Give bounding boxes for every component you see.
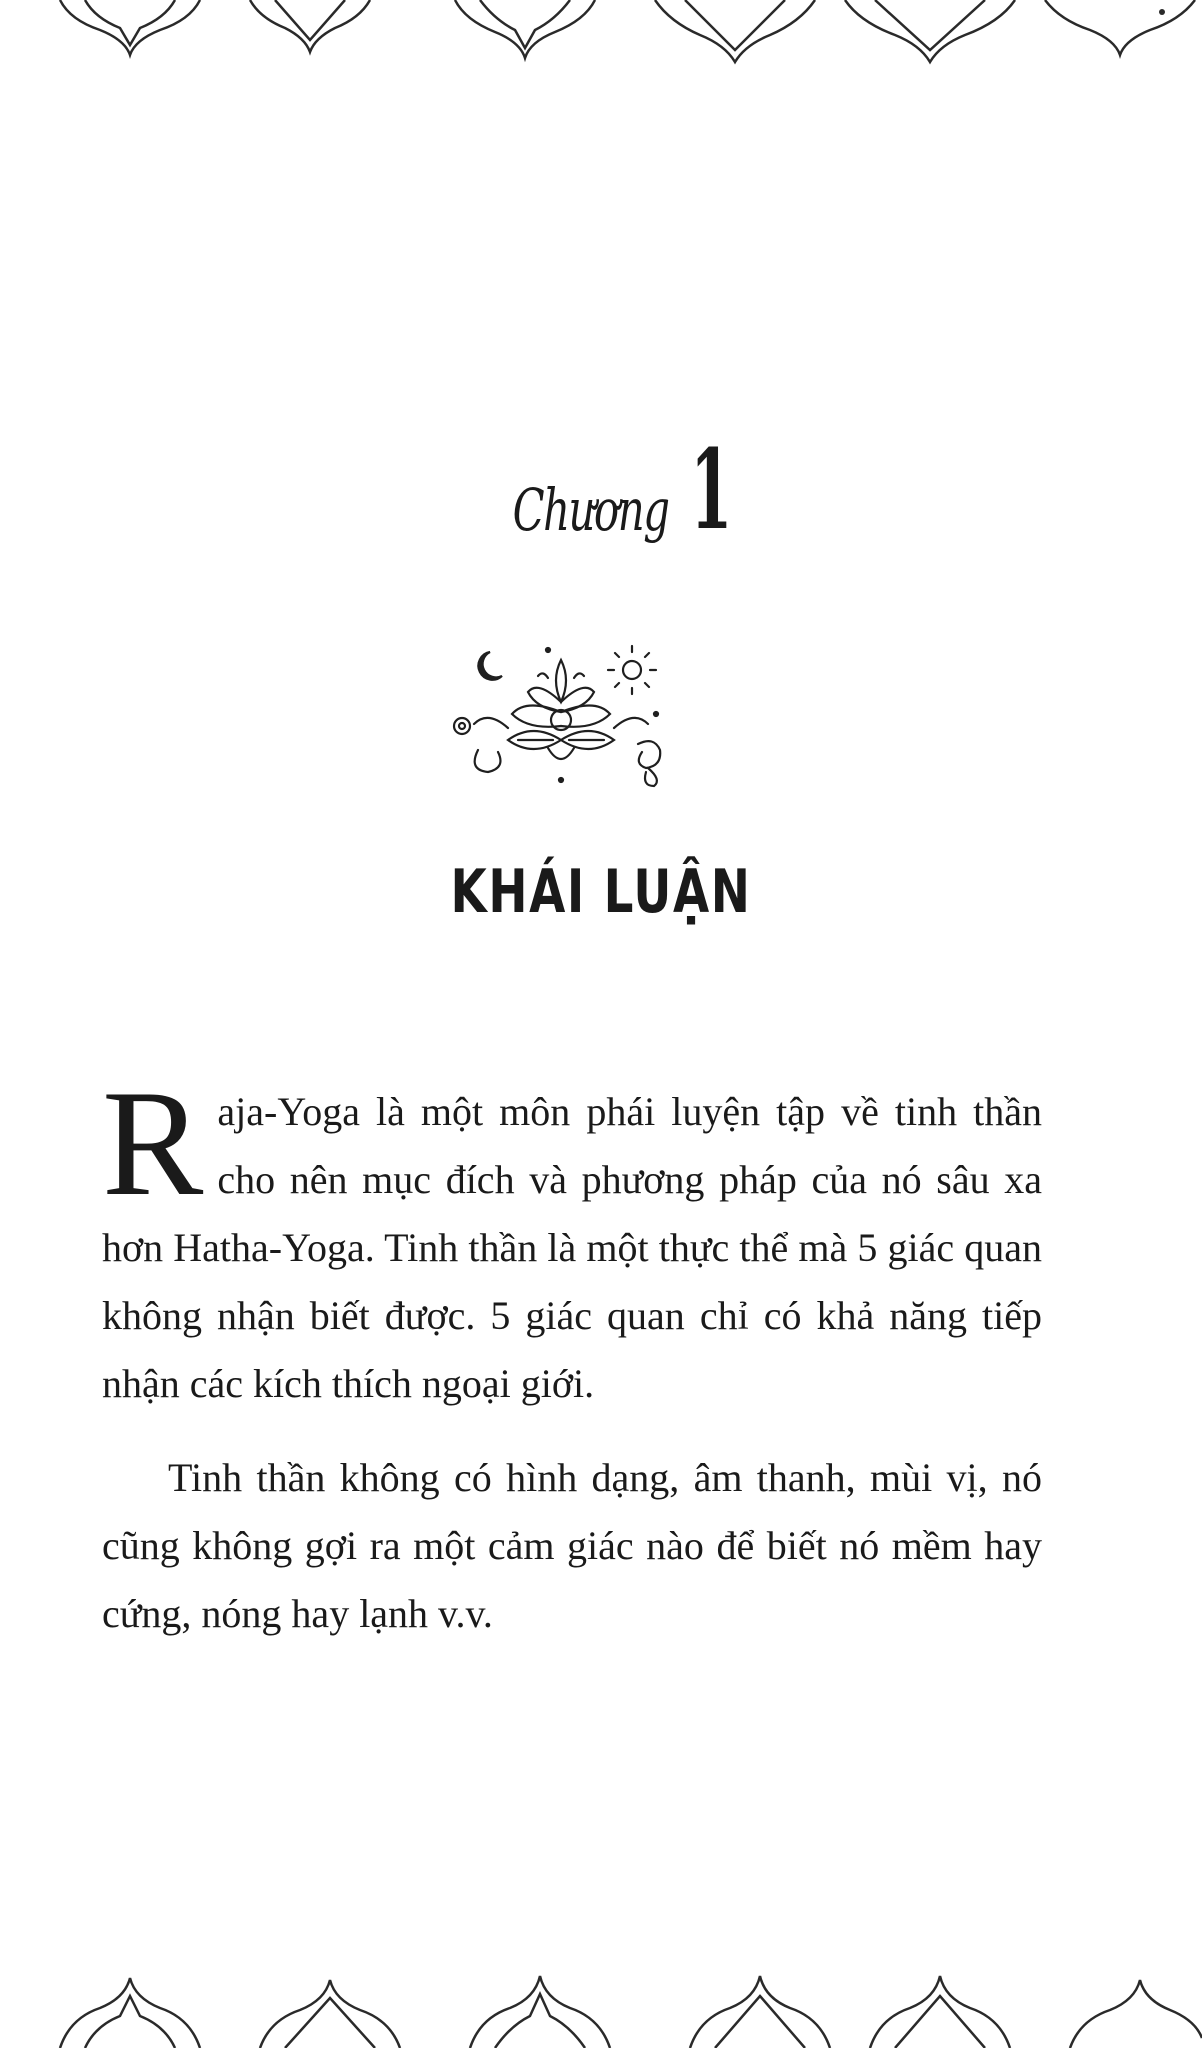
lotus-arch-border-icon <box>0 1938 1202 2048</box>
chapter-title: KHÁI LUẬN <box>450 857 752 927</box>
chapter-heading <box>0 425 1202 554</box>
body-text <box>102 1059 1042 1648</box>
top-border <box>0 0 1202 80</box>
chapter-number: 1 <box>690 425 733 554</box>
paragraph-1-text: aja-Yoga là một môn phái luyện tập về tinh thần cho nên mục đích và phương pháp của nó sâu xa hơn Hatha-Yoga. Tinh thần là một thực thể mà 5 giác quan không nhận biết được. 5 giác quan chỉ có khả năng tiếp nhận các kích thích ngoại giới. <box>102 1089 1042 1406</box>
lotus-arch-border-icon <box>0 0 1202 80</box>
paragraph-1 <box>102 1059 1042 1418</box>
lotus-moon-sun-ornament-icon <box>448 640 674 790</box>
chapter-word: Chương <box>513 476 669 544</box>
paragraph-2: Tinh thần không có hình dạng, âm thanh, mùi vị, nó cũng không gợi ra một cảm giác nào để biết nó mềm hay cứng, nóng hay lạnh v.v. <box>102 1455 1042 1636</box>
bottom-border <box>0 1938 1202 2048</box>
drop-cap: R <box>102 1059 204 1227</box>
